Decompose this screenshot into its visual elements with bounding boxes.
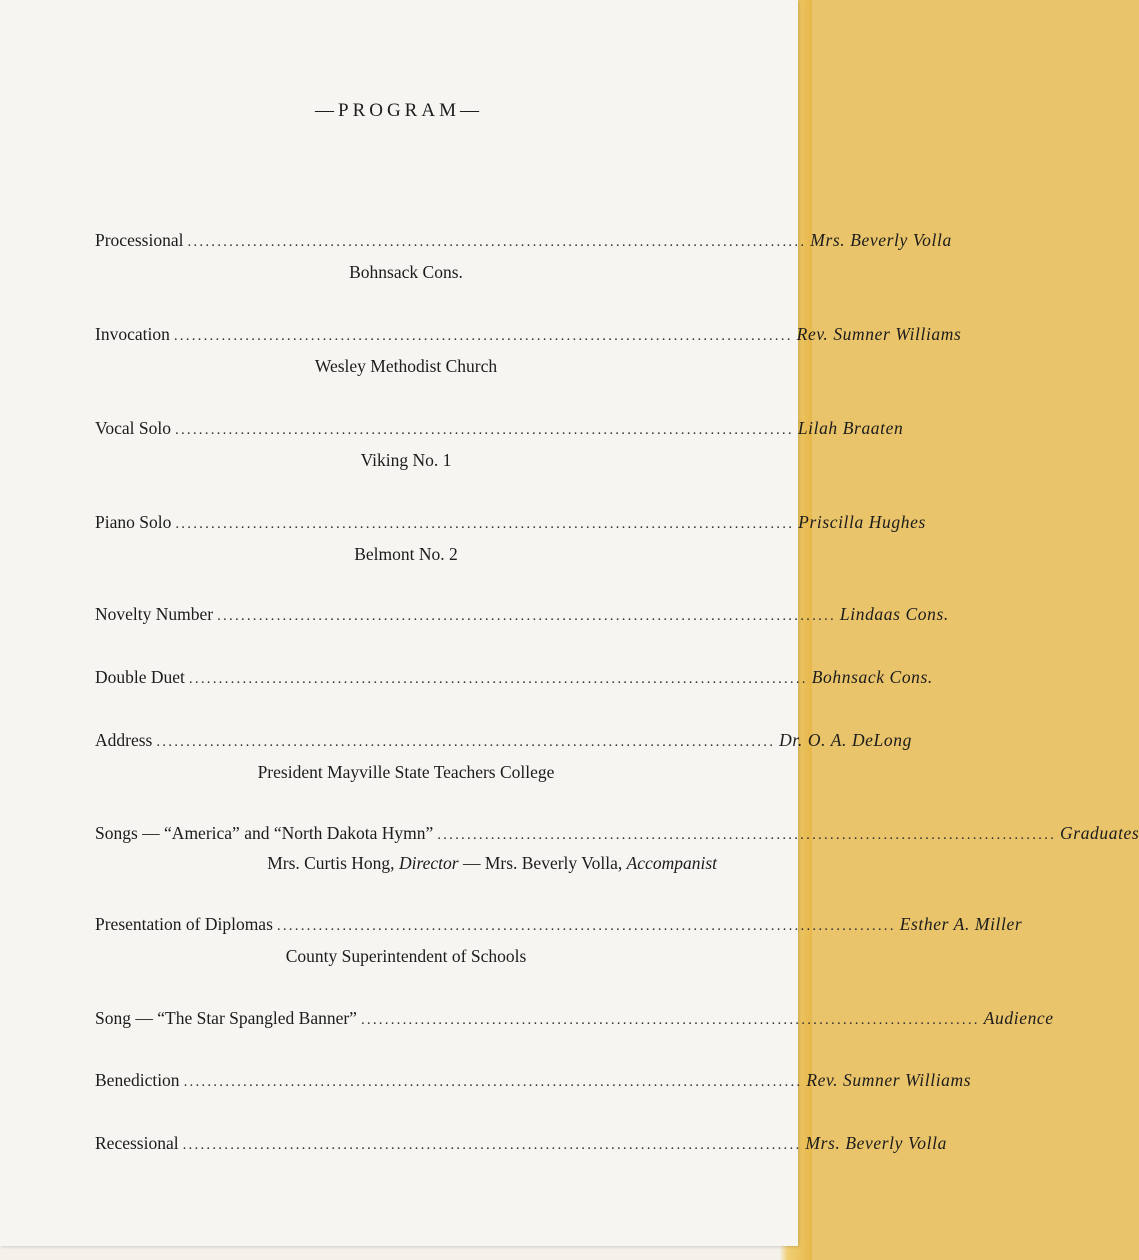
- dot-leader: ........................................................................................................: [217, 608, 836, 624]
- item-title: Processional: [95, 230, 184, 250]
- program-title: —PROGRAM—: [315, 100, 483, 121]
- item-performer: Rev. Sumner Williams: [806, 1070, 972, 1090]
- program-item-address: [95, 729, 912, 783]
- dot-leader: ........................................................................................................: [276, 918, 896, 934]
- dot-leader: ........................................................................................................: [437, 827, 1057, 843]
- program-item-piano-solo: [95, 511, 926, 565]
- item-title: Double Duet: [95, 667, 185, 687]
- item-detail: Wesley Methodist Church: [314, 356, 498, 376]
- item-title: Recessional: [95, 1133, 179, 1153]
- detail-role: Accompanist: [626, 853, 717, 873]
- item-title: Invocation: [95, 324, 170, 344]
- dot-leader: ........................................................................................................: [183, 1074, 803, 1090]
- item-performer: Graduates: [1060, 823, 1139, 843]
- detail-part: Mrs. Curtis Hong,: [267, 853, 395, 873]
- detail-role: Director: [398, 853, 459, 873]
- program-item-processional: [95, 229, 952, 283]
- item-title: Songs — “America” and “North Dakota Hymn”: [95, 823, 434, 843]
- item-title: Address: [95, 730, 153, 750]
- dot-leader: ........................................................................................................: [156, 734, 776, 750]
- dot-leader: ........................................................................................................: [173, 328, 793, 344]
- program-item-song: [95, 1007, 1054, 1031]
- item-detail: Viking No. 1: [360, 450, 452, 470]
- detail-part: — Mrs. Beverly Volla,: [462, 853, 623, 873]
- program-item-vocal-solo: [95, 417, 904, 471]
- item-detail: [95, 852, 717, 874]
- program-item-recessional: [95, 1132, 947, 1156]
- item-performer: Mrs. Beverly Volla: [805, 1133, 947, 1153]
- program-item-benediction: [95, 1069, 972, 1093]
- item-title: Vocal Solo: [95, 418, 171, 438]
- program-item-invocation: [95, 323, 962, 377]
- item-performer: Esther A. Miller: [899, 914, 1023, 934]
- item-detail: Belmont No. 2: [354, 544, 458, 564]
- item-title: Song — “The Star Spangled Banner”: [95, 1008, 357, 1028]
- dot-leader: ........................................................................................................: [175, 516, 795, 532]
- item-detail: Bohnsack Cons.: [349, 262, 463, 282]
- item-performer: Dr. O. A. DeLong: [779, 730, 912, 750]
- item-performer: Mrs. Beverly Volla: [810, 230, 952, 250]
- dot-leader: ........................................................................................................: [188, 671, 808, 687]
- item-title: Novelty Number: [95, 604, 214, 624]
- dot-leader: ........................................................................................................: [360, 1012, 980, 1028]
- item-performer: Priscilla Hughes: [798, 512, 926, 532]
- item-title: Piano Solo: [95, 512, 172, 532]
- program-item-songs: [95, 822, 1139, 874]
- item-performer: Lindaas Cons.: [839, 604, 949, 624]
- dot-leader: ........................................................................................................: [182, 1137, 802, 1153]
- item-detail: County Superintendent of Schools: [285, 946, 527, 966]
- item-detail: President Mayville State Teachers College: [257, 762, 555, 782]
- item-performer: Audience: [983, 1008, 1054, 1028]
- item-performer: Lilah Braaten: [797, 418, 904, 438]
- item-title: Presentation of Diplomas: [95, 914, 273, 934]
- program-item-novelty-number: [95, 603, 949, 627]
- item-performer: Rev. Sumner Williams: [796, 324, 962, 344]
- program-item-presentation-of-diplomas: [95, 913, 1023, 967]
- program-item-double-duet: [95, 666, 933, 690]
- item-title: Benediction: [95, 1070, 180, 1090]
- dot-leader: ........................................................................................................: [187, 234, 807, 250]
- item-performer: Bohnsack Cons.: [811, 667, 933, 687]
- dot-leader: ........................................................................................................: [175, 422, 794, 438]
